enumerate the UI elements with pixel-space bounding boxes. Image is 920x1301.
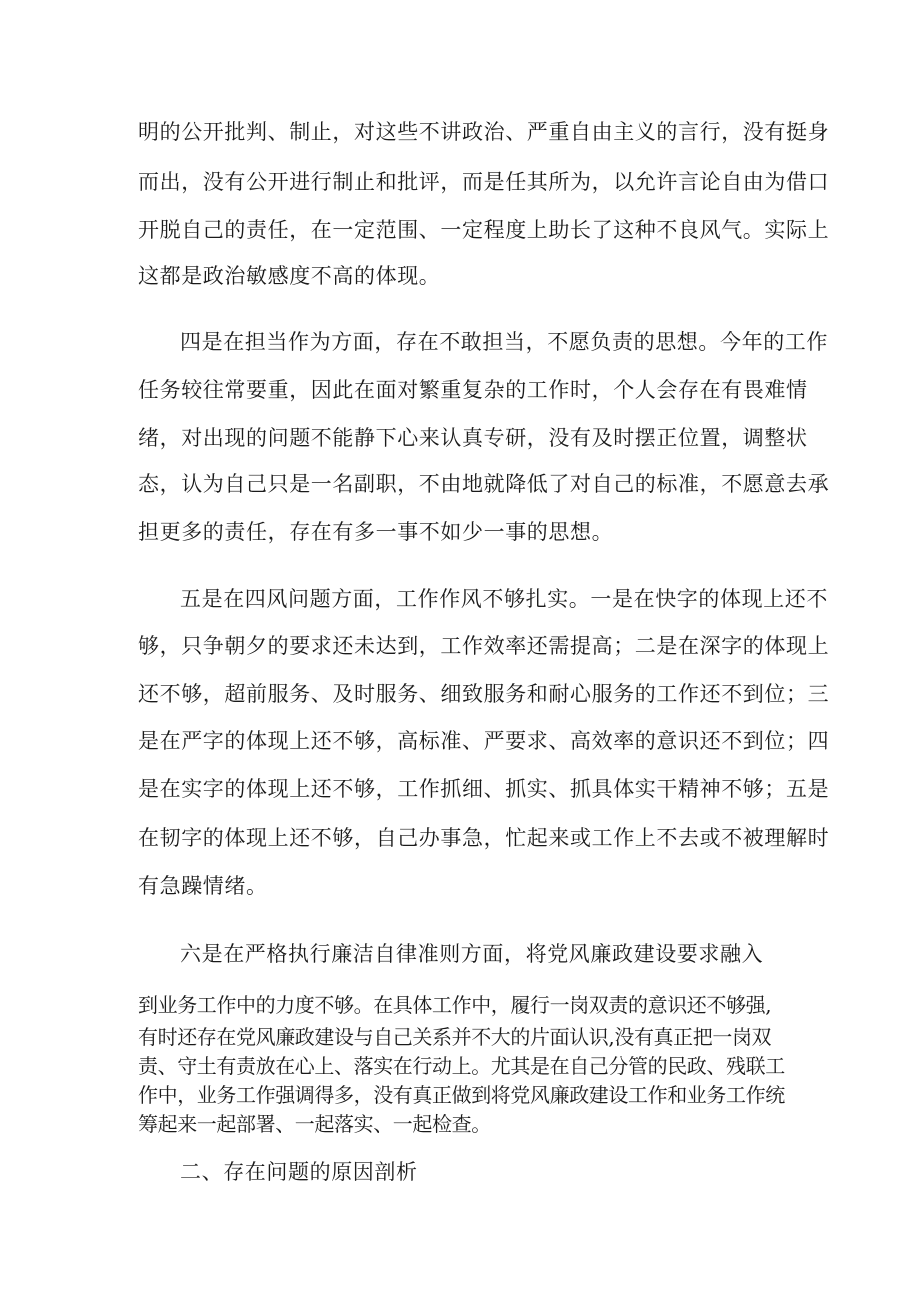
paragraph-2-line-2: 任务较往常要重，因此在面对繁重复杂的工作时，个人会存在有畏难情 bbox=[138, 378, 808, 402]
section-heading: 二、存在问题的原因剖析 bbox=[180, 1160, 418, 1184]
paragraph-2-line-1: 四是在担当作为方面，存在不敢担当，不愿负责的思想。今年的工作 bbox=[180, 330, 828, 354]
paragraph-4-line-3: 有时还存在党风廉政建设与自己关系并不大的片面认识,没有真正把一岗双 bbox=[138, 1025, 772, 1049]
paragraph-2-line-4: 态，认为自己只是一名副职，不由地就降低了对自己的标准，不愿意去承 bbox=[138, 472, 830, 496]
paragraph-3-line-2: 够，只争朝夕的要求还未达到，工作效率还需提高；二是在深字的体现上 bbox=[138, 634, 830, 658]
paragraph-3-line-6: 在韧字的体现上还不够，自己办事急，忙起来或工作上不去或不被理解时 bbox=[138, 826, 830, 850]
paragraph-3-line-4: 是在严字的体现上还不够，高标准、严要求、高效率的意识还不到位；四 bbox=[138, 729, 830, 753]
paragraph-2-line-5: 担更多的责任，存在有多一事不如少一事的思想。 bbox=[138, 520, 614, 544]
paragraph-4-line-4: 责、守土有责放在心上、落实在行动上。尤其是在自己分管的民政、残联工 bbox=[138, 1054, 785, 1078]
paragraph-3-line-1: 五是在四风问题方面，工作作风不够扎实。一是在快字的体现上还不 bbox=[180, 587, 828, 611]
paragraph-1-line-3: 开脱自己的责任，在一定范围、一定程度上助长了这种不良风气。实际上 bbox=[138, 218, 830, 242]
paragraph-1-line-1: 明的公开批判、制止，对这些不讲政治、严重自由主义的言行，没有挺身 bbox=[138, 120, 830, 144]
paragraph-4-line-5: 作中，业务工作强调得多，没有真正做到将党风廉政建设工作和业务工作统 bbox=[138, 1083, 785, 1107]
paragraph-3-line-7: 有急躁情绪。 bbox=[138, 874, 268, 898]
paragraph-1-line-4: 这都是政治敏感度不高的体现。 bbox=[138, 264, 441, 288]
paragraph-2-line-3: 绪，对出现的问题不能静下心来认真专研，没有及时摆正位置，调整状 bbox=[138, 426, 808, 450]
paragraph-3-line-3: 还不够，超前服务、及时服务、细致服务和耐心服务的工作还不到位；三 bbox=[138, 682, 830, 706]
paragraph-4-line-6: 筹起来一起部署、一起落实、一起检查。 bbox=[138, 1112, 491, 1136]
paragraph-3-line-5: 是在实字的体现上还不够，工作抓细、抓实、抓具体实干精神不够；五是 bbox=[138, 777, 830, 801]
paragraph-1-line-2: 而出，没有公开进行制止和批评，而是任其所为，以允许言论自由为借口 bbox=[138, 170, 830, 194]
paragraph-4-line-2: 到业务工作中的力度不够。在具体工作中，履行一岗双责的意识还不够强, bbox=[138, 993, 772, 1017]
paragraph-4-line-1: 六是在严格执行廉洁自律准则方面，将党风廉政建设要求融入 bbox=[180, 942, 764, 966]
